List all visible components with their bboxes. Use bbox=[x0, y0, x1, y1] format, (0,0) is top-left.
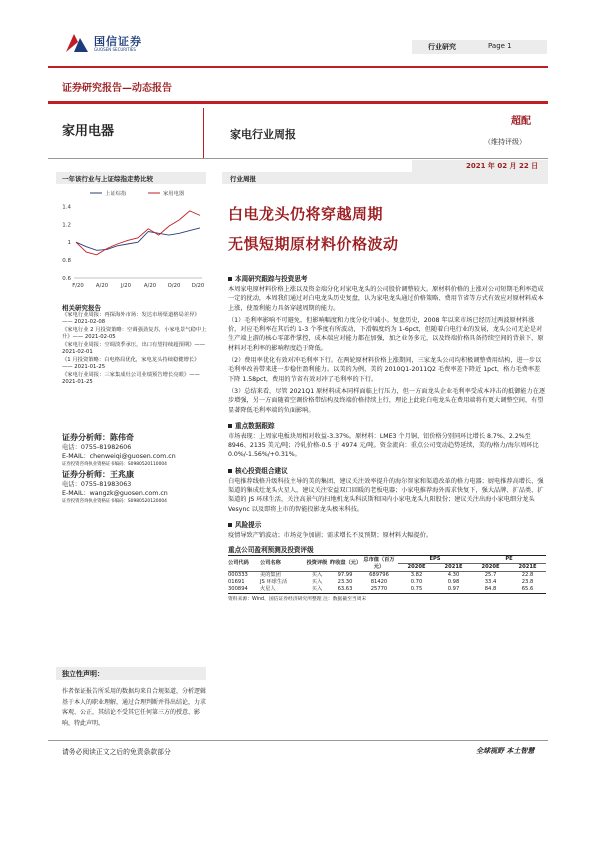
cell-pe2: 23.8 bbox=[521, 579, 534, 586]
cell-pe1: 84.8 bbox=[484, 586, 497, 593]
cell-mcap: 25770 bbox=[370, 586, 388, 593]
analyst-phone: 电话：0755-81982606 bbox=[62, 444, 132, 451]
series-line bbox=[76, 228, 200, 250]
x-tick-label: O/20 bbox=[167, 283, 181, 289]
cell-name: 美的集团 bbox=[260, 572, 281, 579]
related-item[interactable]: 《家电行业周报：三家集成灶公司业绩预告增长亮眼》—— 2021-01-25 bbox=[62, 372, 200, 385]
header-category: 行业研究 bbox=[428, 43, 456, 51]
col-pe: PE bbox=[472, 556, 546, 564]
report-type: 证券研究报告—动态报告 bbox=[62, 83, 172, 94]
cell-eps2: 0.98 bbox=[447, 579, 460, 586]
col-eps: EPS bbox=[398, 556, 472, 564]
bullet-icon bbox=[228, 277, 232, 281]
cell-price: 23.30 bbox=[337, 579, 353, 586]
col-eps-2021: 2021E bbox=[444, 564, 463, 571]
y-tick-label: 1 bbox=[67, 240, 71, 247]
rating: 超配 bbox=[511, 116, 531, 127]
related-list bbox=[62, 312, 210, 386]
section-tag-bar bbox=[222, 172, 548, 184]
analyst-email[interactable]: E-MAIL：wangzk@guosen.com.cn bbox=[62, 489, 168, 497]
analyst-name: 证券分析师：王兆康 bbox=[62, 470, 134, 479]
section-heading: 风险提示 bbox=[228, 519, 546, 529]
table-source: 资料来源：Wind、国信证券经济研究所整理 注：数据截至当周末 bbox=[228, 597, 367, 603]
footer-rule bbox=[48, 740, 548, 741]
cell-pe2: 22.8 bbox=[521, 572, 534, 579]
related-item[interactable]: 《家电行业周报：空调淡季承压，出口有望持续超预期》—— 2021-02-01 bbox=[62, 342, 206, 355]
cell-rating: 买入 bbox=[311, 572, 323, 579]
y-tick-label: 1.2 bbox=[62, 222, 71, 229]
legend-label: 上证综指 bbox=[105, 191, 127, 197]
analyst-license: 证券投资咨询执业资格证书编码：S0980520120004 bbox=[62, 499, 167, 504]
disclaimer-text: 作者保证报告所采用的数据均来自合规渠道，分析逻辑基于本人的职业理解，通过合理判断并得出结论，力求客观、公正，其结论不受其它任何第三方的授意、影响，特此声明。 bbox=[62, 688, 207, 727]
cell-code: 01691 bbox=[228, 579, 245, 586]
col-pe-2020: 2020E bbox=[481, 564, 500, 571]
cell-eps2: 0.97 bbox=[447, 586, 460, 593]
logo bbox=[64, 30, 174, 58]
col-price: 昨收盘（元） bbox=[330, 560, 362, 567]
cell-pe1: 33.4 bbox=[484, 579, 497, 586]
cell-price: 97.99 bbox=[337, 572, 353, 579]
related-item[interactable]: 《1 月投资策略：白电格局优化，家电龙头持续稳健增长》—— 2021-01-25 bbox=[62, 357, 200, 370]
bullet-icon bbox=[228, 469, 232, 473]
section-heading: 重点数据跟踪 bbox=[228, 420, 546, 430]
cell-code: 000333 bbox=[228, 572, 248, 579]
rating-note: （维持评级） bbox=[484, 138, 526, 146]
analyst-email[interactable]: E-MAIL：chenweiqi@guosen.com.cn bbox=[62, 452, 176, 460]
col-name: 公司名称 bbox=[260, 560, 281, 567]
industry-title: 家用电器 bbox=[62, 124, 115, 139]
cell-rating: 买入 bbox=[311, 586, 323, 593]
col-pe-2021: 2021E bbox=[518, 564, 537, 571]
cell-eps1: 3.82 bbox=[410, 572, 423, 579]
paragraph: 白电推荐线格升级科技主导的美的集团，建议关注效率提升的海尔智家和渠道改革的格力电器；厨电推荐高增长、强渠道的集成灶龙头火星人，建议关注安益双口回暖的老板电器；小家电推荐海外需求快复下，强大品牌、扩品类、扩渠道的 JS 环球生活，关注高景气的扫地机龙头科沃斯和国内小家电龙头九阳股份；建议关注出海小家电细分龙头 Vesync 以及即将上市的智能投影龙头极米科技。 bbox=[228, 477, 544, 513]
col-code: 公司代码 bbox=[228, 560, 249, 567]
cell-eps1: 0.70 bbox=[410, 579, 423, 586]
logo-icon bbox=[64, 30, 90, 56]
cell-pe1: 25.7 bbox=[484, 572, 497, 579]
cell-pe2: 65.6 bbox=[521, 586, 534, 593]
section-heading: 核心投资组合建议 bbox=[228, 465, 546, 475]
headline-2: 无惧短期原材料价格波动 bbox=[228, 235, 399, 253]
logo-text-cn: 国信证券 bbox=[94, 35, 142, 48]
col-rating: 投资评级 bbox=[306, 560, 328, 567]
analyst-1 bbox=[62, 432, 212, 468]
paragraph: 疫情导致产销波动；市场竞争加剧；需求增长不及预期；原材料大幅提价。 bbox=[228, 531, 433, 539]
paragraph: 市场表现：上周家电板块周相对收益-3.37%。原材料：LME3 个月铜、铝价格分别同环比增长 8.7%、2.2%至 8946、2135 美元/吨；冷轧价格-0.5 于 4974 元/吨。资金流向：重点公司变动趋势延续，美的/格力/海尔周环比 0.0%/-1.56%/+0.31%。 bbox=[228, 432, 539, 459]
x-tick-label: A/20 bbox=[95, 283, 109, 289]
bullet-icon bbox=[228, 523, 232, 527]
main-body bbox=[228, 273, 546, 604]
industry-index-chart bbox=[56, 186, 206, 292]
cell-price: 63.63 bbox=[337, 586, 353, 593]
cell-mcap: 81420 bbox=[370, 579, 388, 586]
table-row bbox=[228, 586, 546, 594]
y-tick-label: 1.4 bbox=[62, 204, 71, 211]
related-title: 相关研究报告 bbox=[62, 304, 101, 312]
banner-bottom-rule bbox=[48, 158, 548, 159]
legend-label: 家用电器 bbox=[163, 191, 185, 197]
banner-divider bbox=[203, 108, 204, 158]
col-mcap: 总市值（百万元） bbox=[363, 556, 395, 570]
paragraph: （3）总结来看，尽管 2021Q1 原材料成本同样面临上行压力，但一方面龙头企业毛利率受成本冲击的抵御能力在逐步增强，另一方面随着空调价格带结构及终端价格持续上行，理论上此轮白电龙头在费用端将有更大调整空间，有望显著降低毛利率端的负面影响。 bbox=[228, 387, 546, 414]
x-tick-label: A/20 bbox=[143, 283, 157, 289]
top-rule bbox=[48, 66, 548, 68]
footer-slogan: 全球视野 本土智慧 bbox=[476, 747, 535, 755]
y-tick-label: 0.6 bbox=[62, 276, 71, 282]
headline-1: 白电龙头仍将穿越周期 bbox=[228, 205, 384, 223]
chart-title: 一年该行业与上证综指走势比较 bbox=[62, 175, 153, 183]
related-item[interactable]: 《家电行业 2 月投资策略：空调强劲复苏，小家电景气稳中上升》—— 2021-02-05 bbox=[62, 327, 207, 340]
x-tick-label: F/20 bbox=[72, 283, 84, 289]
x-tick-label: D/20 bbox=[191, 283, 205, 289]
disclaimer-title: 独立性声明： bbox=[62, 670, 104, 678]
analyst-phone: 电话：0755-81983063 bbox=[62, 481, 132, 488]
forecast-table bbox=[228, 555, 546, 594]
cell-mcap: 689796 bbox=[369, 572, 389, 579]
analyst-license: 证券投资咨询执业资格证书编码：S0980520110004 bbox=[62, 462, 167, 467]
cell-rating: 买入 bbox=[311, 579, 323, 586]
analyst-name: 证券分析师：陈伟奇 bbox=[62, 433, 134, 442]
logo-text-en: GUOSEN SECURITIES bbox=[94, 47, 136, 52]
analyst-2 bbox=[62, 469, 212, 505]
footer-disclaimer: 请务必阅读正文之后的免责条款部分 bbox=[62, 748, 171, 756]
col-eps-2020: 2020E bbox=[407, 564, 426, 571]
related-item[interactable]: 《家电行业周报：再探海外市场：发达市场渠道格局差异》—— 2021-02-08 bbox=[62, 312, 200, 325]
cell-name: 火星人 bbox=[260, 586, 276, 593]
bullet-icon bbox=[228, 424, 232, 428]
banner-rule bbox=[48, 101, 548, 104]
report-date: 2021 年 02 月 22 日 bbox=[466, 162, 539, 170]
section-tag: 行业周报 bbox=[230, 175, 256, 183]
section-heading: 本周研究跟踪与投资思考 bbox=[228, 273, 546, 283]
page-label: Page 1 bbox=[488, 42, 512, 50]
cell-code: 300894 bbox=[228, 586, 248, 593]
table-title: 重点公司盈利预测及投资评级 bbox=[228, 546, 314, 555]
cell-eps1: 0.75 bbox=[410, 586, 423, 593]
report-name: 家电行业周报 bbox=[230, 128, 296, 141]
paragraph: （1）毛利率影响不可避免，但影响幅度和力度分化中减小。复盘历史，2008 年以来市场已经历过两波原材料涨价，对应毛利率在其后约 1-3 个季度有所波动，下滑幅度约为 1-6pct，但随着白电行业的发展，龙头公司无论是对生产端上游的核心零部件掌控，成本端应对能力都在加强，加之业务多元，以及终端价格具备持续空间的背景下，原材料对毛利率的影响程度趋于降低。 bbox=[228, 316, 544, 352]
y-tick-label: 0.8 bbox=[62, 258, 71, 265]
paragraph: 本周家电原材料价格上涨以及资金端分化对家电龙头的公司股价调整较大。原材料价格的上涨对公司短期毛利率造成一定的扰动，本周我们通过对白电龙头历史复盘，认为家电龙头通过价格策略、费用节省等方式有效应对原材料成本上涨，使盈利能力具备穿越周期的能力。 bbox=[228, 286, 544, 312]
cell-name: JS 环球生活 bbox=[260, 579, 288, 586]
cell-eps2: 4.30 bbox=[447, 572, 460, 579]
x-tick-label: J/20 bbox=[120, 283, 132, 289]
paragraph: （2）费用率优化有效对冲毛利率下行。在两轮原材料价格上涨期间，三家龙头公司均积极调整费用结构，进一步以毛利率改善带来进一步稳住盈利能力。以美的为例，美的 2010Q1-2011Q2 毛费率差下降近 1pct，格力毛费率差下降 1.58pct，费用的节省有效对冲了毛利率的下行。 bbox=[228, 357, 542, 383]
